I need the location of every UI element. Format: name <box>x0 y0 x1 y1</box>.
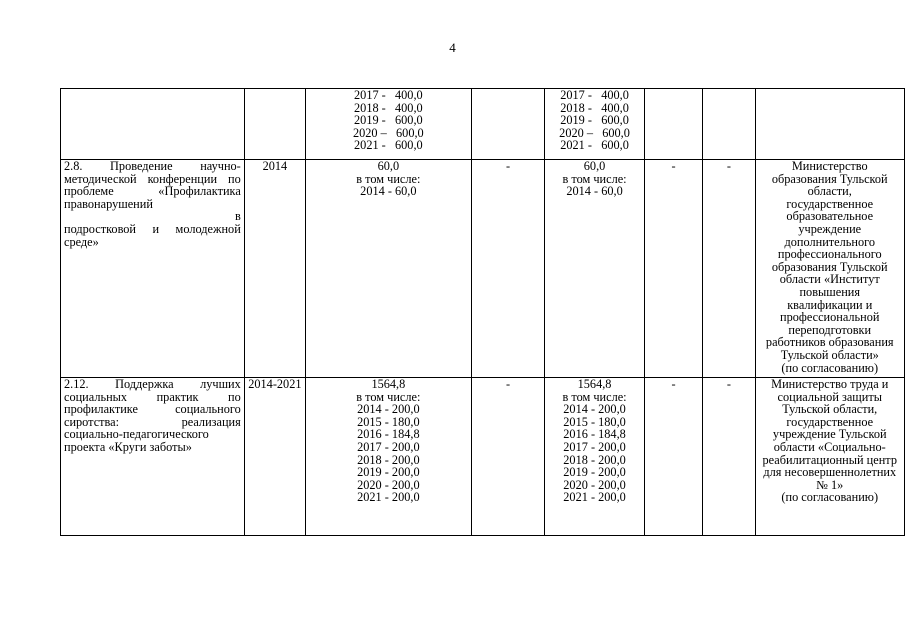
executor-line: (по согласованию) <box>781 490 879 505</box>
executor-line: области, <box>807 184 852 199</box>
cell-executor <box>755 160 905 378</box>
cell-total <box>305 160 471 378</box>
executor-line: переподготовки <box>788 322 872 337</box>
cell-executor <box>755 378 905 536</box>
executor-line: повышения <box>799 284 861 299</box>
name-line: правонарушений <box>64 196 153 211</box>
cell-name <box>61 89 245 160</box>
budget-table <box>60 88 905 536</box>
total-line: 2021 - 600,0 <box>354 138 423 153</box>
executor-line: реабилитационный центр <box>762 452 897 467</box>
cell-col5 <box>545 89 644 160</box>
total-line: 2017 - 200,0 <box>357 439 420 454</box>
col5-line: в том числе: <box>562 171 627 186</box>
executor-line: образовательное <box>786 209 874 224</box>
cell-year: 2014-2021 <box>244 378 305 536</box>
table-row-2-8 <box>61 160 905 378</box>
executor-line: образования Тульской <box>771 171 888 186</box>
col5-line: 2017 - 200,0 <box>563 439 626 454</box>
total-line: 2017 - 400,0 <box>354 88 423 102</box>
name-line: проекта «Круги заботы» <box>64 439 192 454</box>
col5-line: 2020 - 200,0 <box>563 477 626 492</box>
name-line: среде» <box>64 234 99 249</box>
executor-line: учреждение Тульской <box>772 427 887 442</box>
name-line: социально-педагогического <box>64 427 209 442</box>
col5-line: 2015 - 180,0 <box>563 414 626 429</box>
name-line: 2.12. Поддержка лучших <box>64 377 241 391</box>
col5-line: 2019 - 600,0 <box>560 113 629 128</box>
executor-line: № 1» <box>816 477 844 492</box>
name-line: подростковой и молодежной <box>64 221 241 236</box>
cell-name <box>61 160 245 378</box>
page-number: 4 <box>449 40 456 55</box>
executor-line: (по согласованию) <box>781 360 879 375</box>
total-line: в том числе: <box>356 389 421 404</box>
executor-line: образования Тульской <box>771 259 888 274</box>
cell-col4: - <box>471 160 545 378</box>
col5-line: 1564,8 <box>577 377 612 391</box>
executor-line: квалификации и <box>787 297 873 312</box>
col5-line: 2018 - 400,0 <box>560 100 629 115</box>
cell-col4: - <box>471 378 545 536</box>
total-line: 60,0 <box>377 159 400 173</box>
cell-executor <box>755 89 905 160</box>
executor-line: профессиональной <box>780 310 880 325</box>
executor-line: дополнительного <box>784 234 875 249</box>
total-line: 2019 - 200,0 <box>357 465 420 480</box>
name-line: в <box>234 209 241 224</box>
total-line: 2018 - 400,0 <box>354 100 423 115</box>
total-line: 2020 – 600,0 <box>352 125 424 140</box>
executor-line: учреждение <box>798 221 862 236</box>
total-line: 2016 - 184,8 <box>357 427 420 442</box>
name-line: проблеме «Профилактика <box>64 184 241 199</box>
cell-total <box>305 378 471 536</box>
executor-line: Министерство труда и <box>771 377 889 391</box>
cell-col5 <box>545 160 644 378</box>
cell-total <box>305 89 471 160</box>
col5-line: 2017 - 400,0 <box>560 88 629 102</box>
cell-col7 <box>703 89 755 160</box>
cell-col4 <box>471 89 545 160</box>
col5-line: 2014 - 60,0 <box>566 184 623 199</box>
total-line: 2014 - 200,0 <box>357 402 420 417</box>
cell-year <box>244 89 305 160</box>
total-line: 1564,8 <box>371 377 406 391</box>
cell-col6: - <box>644 160 703 378</box>
executor-line: области «Институт <box>779 272 880 287</box>
executor-line: Тульской области, <box>782 402 878 417</box>
col5-line: в том числе: <box>562 389 627 404</box>
col5-line: 60,0 <box>583 159 606 173</box>
executor-line: работников образования <box>765 335 894 350</box>
name-line: профилактике социального <box>64 402 241 417</box>
cell-year: 2014 <box>244 160 305 378</box>
name-line: методической конференции по <box>64 171 241 186</box>
name-line: сиротства: реализация <box>64 414 241 429</box>
executor-line: Тульской области» <box>780 347 879 362</box>
name-line: 2.8. Проведение научно- <box>64 159 241 173</box>
col5-line: 2021 - 200,0 <box>563 490 626 505</box>
executor-line: профессионального <box>777 247 882 262</box>
col5-line: 2021 - 600,0 <box>560 138 629 153</box>
cell-col6: - <box>644 378 703 536</box>
name-line: социальных практик по <box>64 389 241 404</box>
table-row-2-12 <box>61 378 905 536</box>
col5-line: 2019 - 200,0 <box>563 465 626 480</box>
table-row-continuation <box>61 89 905 160</box>
executor-line: государственное <box>786 196 874 211</box>
col5-line: 2014 - 200,0 <box>563 402 626 417</box>
total-line: 2019 - 600,0 <box>354 113 423 128</box>
total-line: 2021 - 200,0 <box>357 490 420 505</box>
total-line: 2020 - 200,0 <box>357 477 420 492</box>
cell-col5 <box>545 378 644 536</box>
executor-line: социальной защиты <box>777 389 882 404</box>
total-line: 2018 - 200,0 <box>357 452 420 467</box>
cell-col7: - <box>703 160 755 378</box>
total-line: в том числе: <box>356 171 421 186</box>
total-line: 2015 - 180,0 <box>357 414 420 429</box>
cell-col7: - <box>703 378 755 536</box>
col5-line: 2020 – 600,0 <box>559 125 630 140</box>
executor-line: области «Социально- <box>773 439 886 454</box>
executor-line: для несовершеннолетних <box>763 465 897 480</box>
executor-line: государственное <box>786 414 874 429</box>
col5-line: 2016 - 184,8 <box>563 427 626 442</box>
col5-line: 2018 - 200,0 <box>563 452 626 467</box>
executor-line: Министерство <box>791 159 868 173</box>
cell-col6 <box>644 89 703 160</box>
cell-name <box>61 378 245 536</box>
total-line: 2014 - 60,0 <box>360 184 417 199</box>
